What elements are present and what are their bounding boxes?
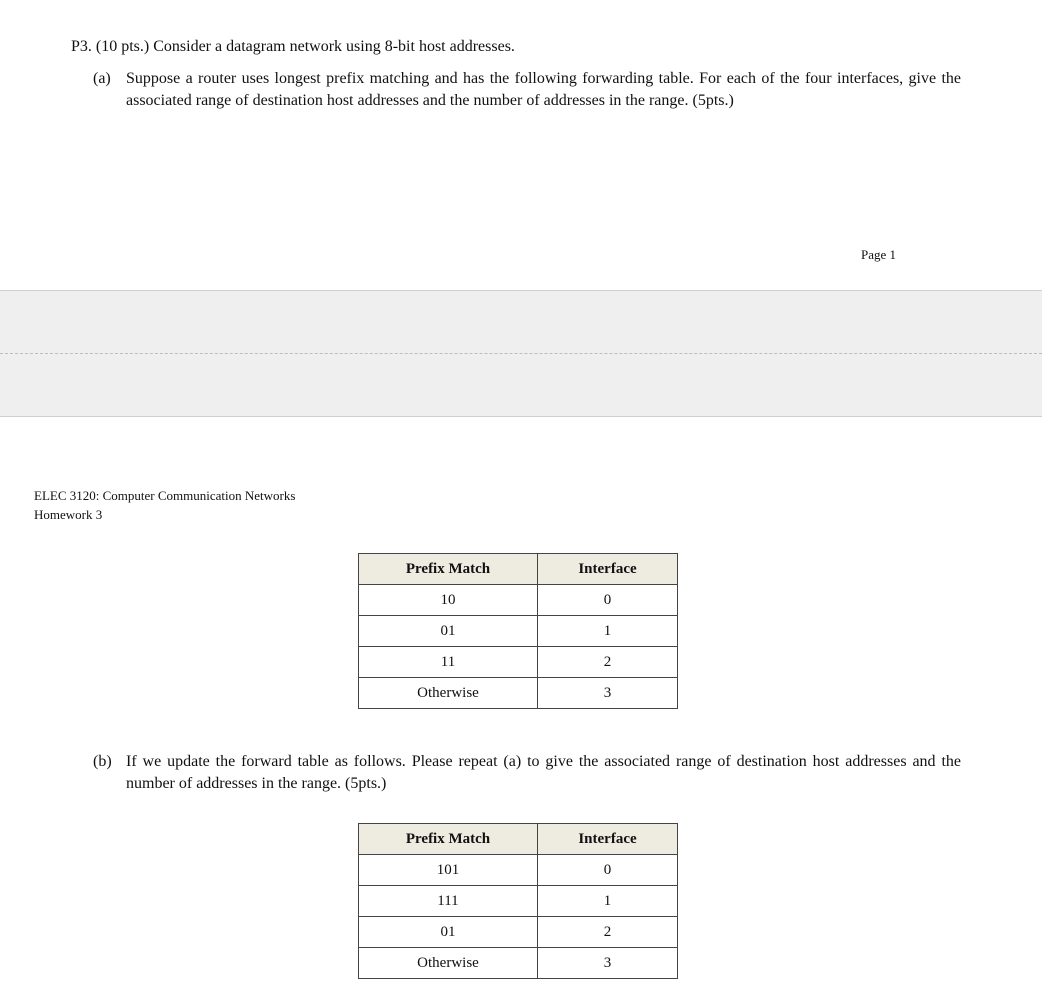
prefix-cell: 111: [359, 886, 538, 917]
column-header-prefix: Prefix Match: [359, 824, 538, 855]
interface-cell: 0: [538, 585, 678, 616]
part-b: [93, 751, 961, 795]
table-row: [359, 917, 678, 948]
homework-title: Homework 3: [34, 507, 103, 522]
table-row: [359, 616, 678, 647]
part-b-text: If we update the forward table as follows. Please repeat (a) to give the associated range of destination host addresses and the number of addresses in the range. (5pts.): [126, 753, 961, 792]
interface-cell: 3: [538, 678, 678, 709]
table-row: [359, 647, 678, 678]
prefix-cell: 01: [359, 616, 538, 647]
prefix-cell: 10: [359, 585, 538, 616]
column-header-interface: Interface: [538, 554, 678, 585]
prefix-cell: 01: [359, 917, 538, 948]
column-header-prefix: Prefix Match: [359, 554, 538, 585]
part-b-label: (b): [93, 753, 112, 770]
part-a-text: Suppose a router uses longest prefix matching and has the following forwarding table. For each of the four interfaces, give the associated range of destination host addresses and the number of addresses in the range. (5pts.): [126, 70, 961, 109]
page-number: Page 1: [861, 247, 897, 262]
table-row: [359, 678, 678, 709]
table-row: [359, 948, 678, 979]
interface-cell: 1: [538, 616, 678, 647]
interface-cell: 2: [538, 647, 678, 678]
table-header-row: [359, 824, 678, 855]
prefix-cell: Otherwise: [359, 678, 538, 709]
interface-cell: 1: [538, 886, 678, 917]
prefix-cell: 101: [359, 855, 538, 886]
table-row: [359, 886, 678, 917]
table-row: [359, 855, 678, 886]
column-header-interface: Interface: [538, 824, 678, 855]
problem-heading: P3. (10 pts.) Consider a datagram network using 8-bit host addresses.: [71, 38, 515, 55]
course-header: [34, 486, 295, 524]
part-a: [93, 68, 961, 112]
forwarding-table-a: [358, 553, 678, 709]
course-title: ELEC 3120: Computer Communication Networks: [34, 488, 296, 503]
interface-cell: 3: [538, 948, 678, 979]
table-row: [359, 585, 678, 616]
page-break-gap: [0, 290, 1042, 417]
page-break-divider: [0, 353, 1042, 354]
forwarding-table-b: [358, 823, 678, 979]
interface-cell: 2: [538, 917, 678, 948]
prefix-cell: Otherwise: [359, 948, 538, 979]
interface-cell: 0: [538, 855, 678, 886]
table-header-row: [359, 554, 678, 585]
part-a-label: (a): [93, 70, 111, 87]
prefix-cell: 11: [359, 647, 538, 678]
